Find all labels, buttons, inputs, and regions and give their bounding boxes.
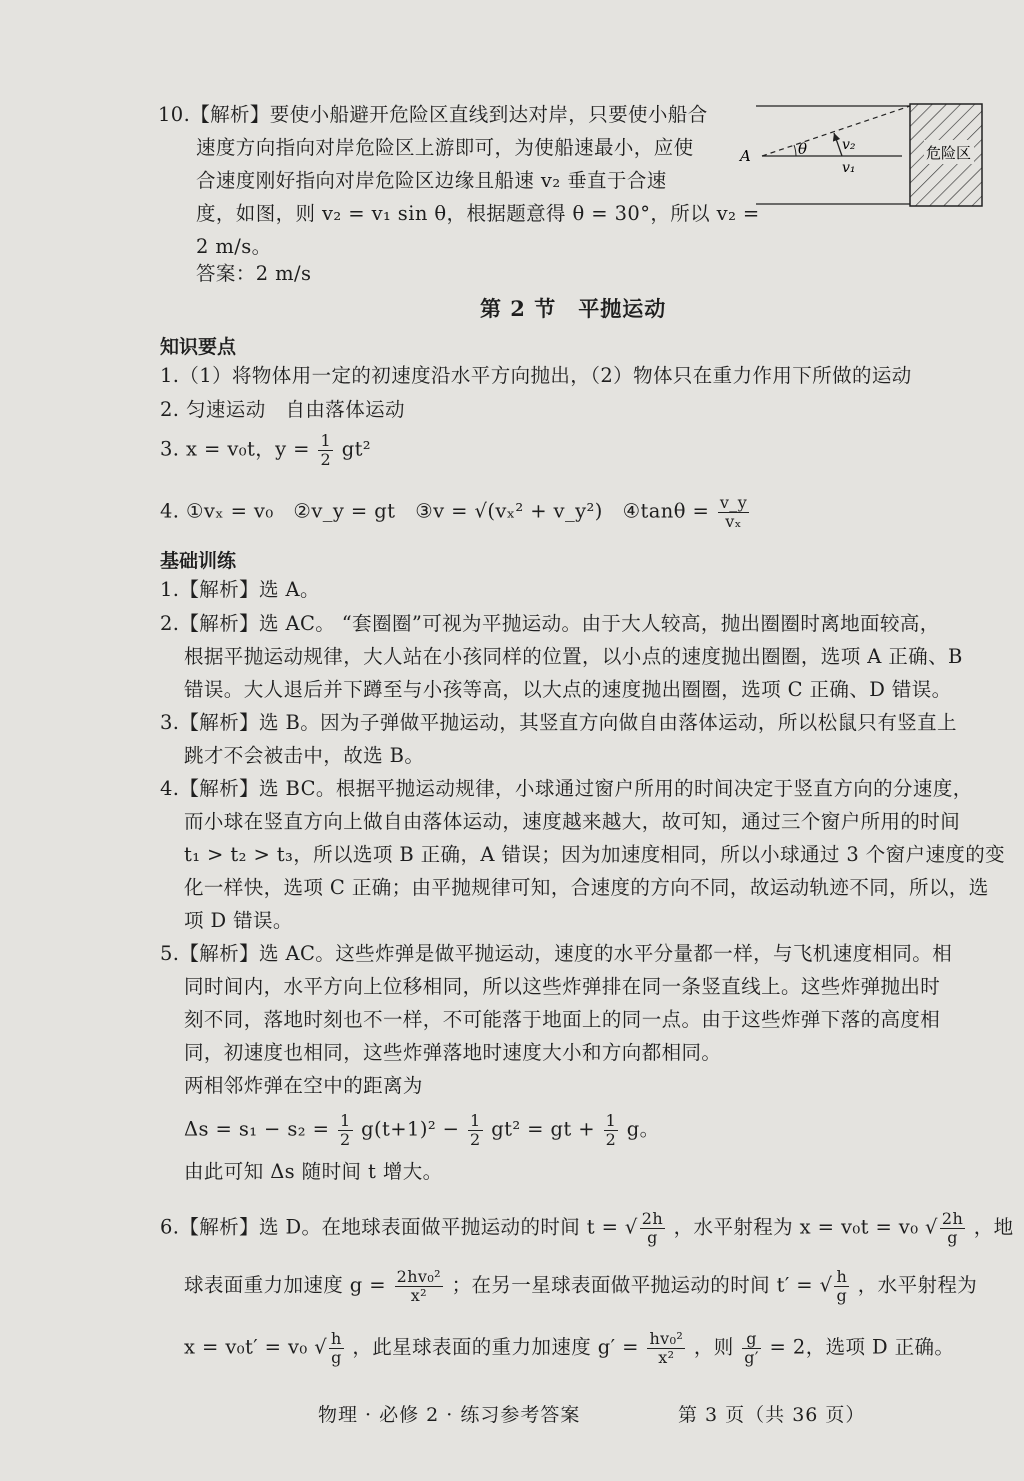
q1-line: 1.【解析】选 A。 [160, 578, 320, 601]
q2-line-1: 2.【解析】选 AC。 “套圈圈”可视为平抛运动。由于大人较高，抛出圈圈时离地面较高， [160, 612, 940, 635]
q5-line-5: 两相邻炸弹在空中的距离为 [184, 1074, 423, 1097]
q3-line-2: 跳才不会被击中，故选 B。 [184, 744, 425, 767]
q10-line-2: 速度方向指向对岸危险区上游即可，为使船速最小，应使 [196, 136, 694, 159]
q5-line-7: 由此可知 Δs 随时间 t 增大。 [184, 1160, 443, 1183]
q10-line-1: 10.【解析】要使小船避开危险区直线到达对岸，只要使小船合 [158, 103, 708, 126]
v1-label: v₁ [842, 160, 856, 176]
q10-line-4: 度，如图，则 v₂ = v₁ sin θ，根据题意得 θ = 30°，所以 v₂ = [196, 202, 760, 225]
theta-arc [794, 145, 796, 156]
q2-line-3: 错误。大人退后并下蹲至与小孩等高，以大点的速度抛出圈圈，选项 C 正确、D 错误。 [184, 678, 952, 701]
q6-line-1: 6.【解析】选 D。在地球表面做平抛运动的时间 t = √ $\frac{2h}{g}$ ，水平射程为 x = v₀t = v₀ √ $\frac{2h}{g}$ ，地 [160, 1209, 1014, 1247]
q4-line-5: 项 D 错误。 [184, 909, 293, 932]
knowledge-item-4: 4. ①vₓ = v₀ ②v_y = gt ③v = √(vₓ² + v_y²) ④tanθ = $\frac{v\_y}{\text{vₓ}}$ [160, 493, 748, 531]
q5-line-3: 刻不同，落地时刻也不一样，不可能落于地面上的同一点。由于这些炸弹下落的高度相 [184, 1008, 941, 1031]
footer-book-title: 物理 · 必修 2 · 练习参考答案 [318, 1404, 581, 1426]
q3-line-1: 3.【解析】选 B。因为子弹做平抛运动，其竖直方向做自由落体运动，所以松鼠只有竖直上 [160, 711, 957, 734]
q4-line-1: 4.【解析】选 BC。根据平抛运动规律，小球通过窗户所用的时间决定于竖直方向的分速度， [160, 777, 973, 800]
q5-equation: Δs = s₁ − s₂ = $\frac{1}{2}$ g(t+1)² − $\frac{1}{2}$ gt² = gt + $\frac{1}{2}$ g。 [184, 1111, 660, 1149]
resultant-velocity-line [762, 106, 910, 156]
fraction-half: $\frac{1}{2}$ [320, 431, 332, 469]
q6-line-2: 球表面重力加速度 g = $\frac{\text{2hv₀²}}{\text{x²}}$ ；在另一星球表面做平抛运动的时间 t′ = √ $\frac{h}{g}$ ，水平射程为 [184, 1267, 978, 1305]
q4-line-2: 而小球在竖直方向上做自由落体运动，速度越来越大，故可知，通过三个窗户所用的时间 [184, 810, 961, 833]
point-a-label: A [740, 147, 751, 165]
section-title: 第 2 节 平抛运动 [480, 296, 667, 321]
knowledge-heading: 知识要点 [160, 336, 237, 358]
q10-line-3: 合速度刚好指向对岸危险区边缘且船速 v₂ 垂直于合速 [196, 169, 667, 192]
q2-line-2: 根据平抛运动规律，大人站在小孩同样的位置，以小点的速度抛出圈圈，选项 A 正确、B [184, 645, 963, 668]
river-crossing-diagram [738, 100, 988, 210]
q10-answer: 答案：2 m/s [196, 262, 312, 285]
footer-page-number: 第 3 页（共 36 页） [678, 1404, 866, 1426]
knowledge-item-3: 3. x = v₀t，y = $\frac{1}{2}$ gt² [160, 431, 372, 469]
v2-arrow [834, 133, 842, 156]
q4-line-3: t₁ > t₂ > t₃，所以选项 B 正确，A 错误；因为加速度相同，所以小球通过 3 个窗户速度的变 [184, 843, 1006, 866]
q5-line-1: 5.【解析】选 AC。这些炸弹是做平抛运动，速度的水平分量都一样，与飞机速度相同。相 [160, 942, 953, 965]
danger-zone-label: 危险区 [926, 144, 972, 162]
q5-line-2: 同时间内，水平方向上位移相同，所以这些炸弹排在同一条竖直线上。这些炸弹抛出时 [184, 975, 941, 998]
basic-heading: 基础训练 [160, 550, 237, 572]
q6-line-3: x = v₀t′ = v₀ √ $\frac{h}{g}$ ，此星球表面的重力加速度 g′ = $\frac{\text{hv₀²}}{\text{x²}}$ ，则 $\frac{g}{g'}$ = 2，选项 D 正确。 [184, 1329, 955, 1367]
v2-label: v₂ [842, 137, 856, 153]
q5-line-4: 同，初速度也相同，这些炸弹落地时速度大小和方向都相同。 [184, 1041, 722, 1064]
knowledge-item-2: 2. 匀速运动 自由落体运动 [160, 398, 405, 421]
theta-label: θ [798, 140, 808, 158]
fraction-tan: $\frac{v\_y}{\text{vₓ}}$ [719, 493, 748, 531]
q4-line-4: 化一样快，选项 C 正确；由平抛规律可知，合速度的方向不同，故运动轨迹不同，所以，选 [184, 876, 989, 899]
knowledge-item-1: 1.（1）将物体用一定的初速度沿水平方向抛出，（2）物体只在重力作用下所做的运动 [160, 364, 912, 387]
q10-line-5: 2 m/s。 [196, 235, 272, 258]
